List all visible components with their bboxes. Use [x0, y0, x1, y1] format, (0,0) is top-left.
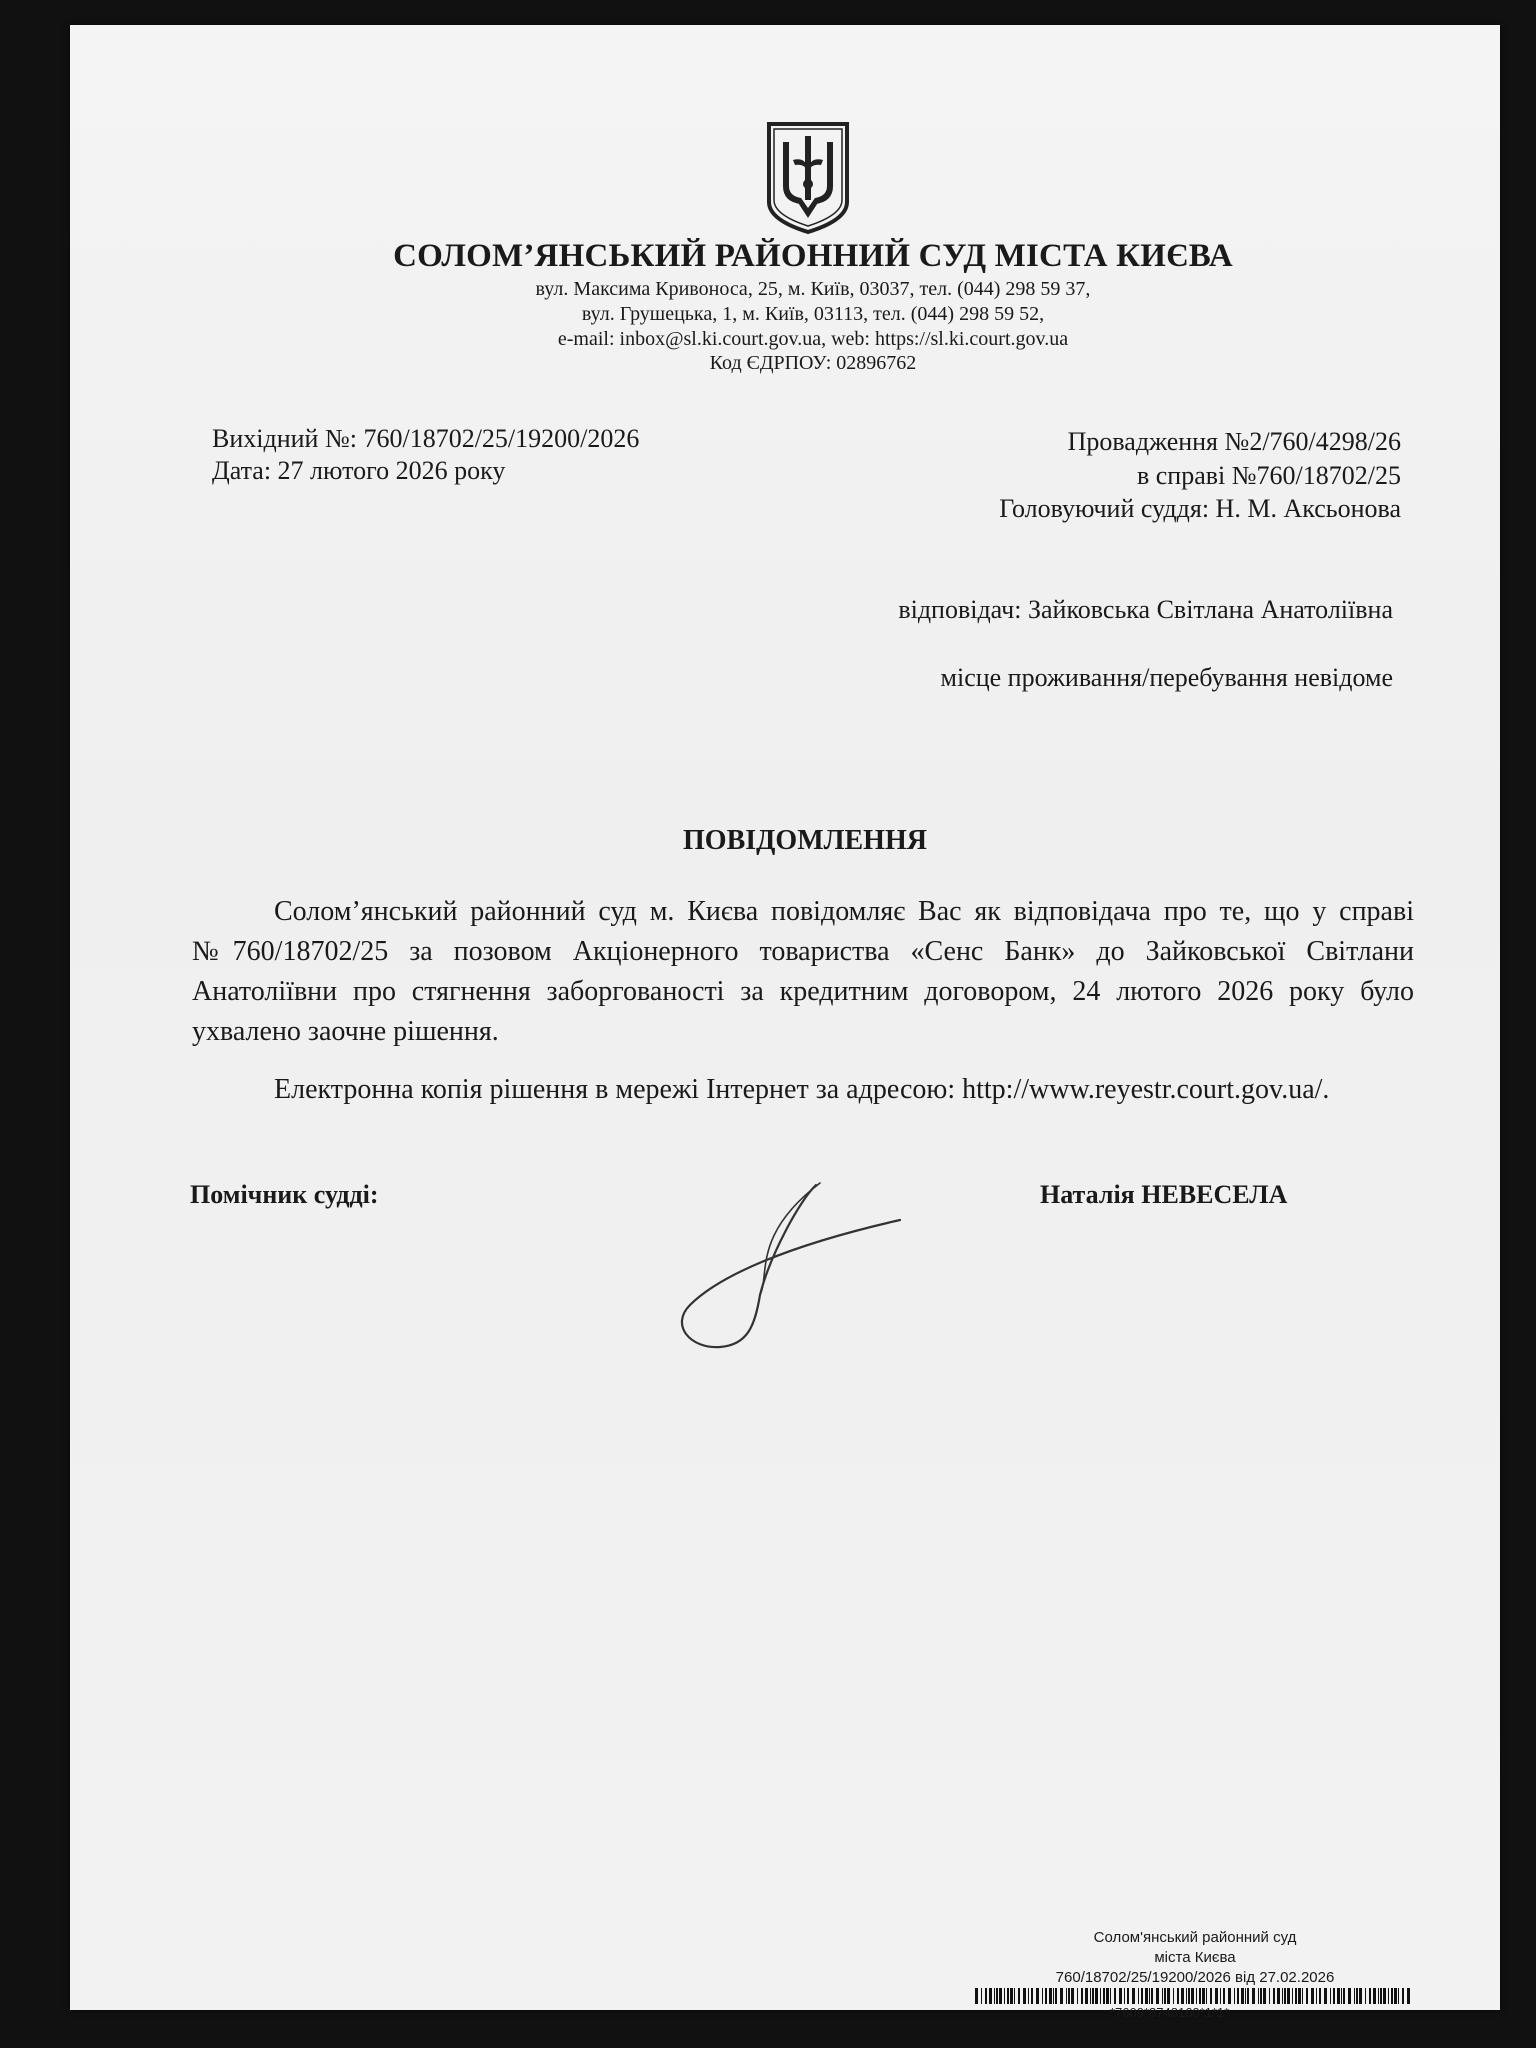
barcode-bar: [1220, 1988, 1221, 2004]
barcode-bar: [1383, 1988, 1386, 2004]
barcode-bar: [1119, 1988, 1122, 2004]
barcode-bar: [1071, 1988, 1074, 2004]
barcode-bar: [1273, 1988, 1275, 2004]
coat-of-arms-icon: [765, 120, 851, 236]
notice-paragraph-2: Електронна копія рішення в мережі Інтернет за адресою: http://www.reyestr.court.gov.ua/.: [274, 1074, 1330, 1105]
barcode-bar: [1031, 1988, 1033, 2004]
document-date: Дата: 27 лютого 2026 року: [212, 456, 506, 485]
barcode-bar: [1295, 1988, 1297, 2004]
barcode-bar: [1378, 1988, 1379, 2004]
barcode-bar: [1103, 1988, 1105, 2004]
barcode-bar: [1258, 1988, 1259, 2004]
barcode-bar: [1282, 1988, 1283, 2004]
barcode-bar: [1045, 1988, 1047, 2004]
barcode-bar: [1191, 1988, 1194, 2004]
court-address-2: вул. Грушецька, 1, м. Київ, 03113, тел. (044) 298 59 52,: [581, 303, 1045, 325]
barcode-bar: [1234, 1988, 1235, 2004]
barcode-bar: [996, 1988, 998, 2004]
barcode-bar: [1042, 1988, 1043, 2004]
barcode-bar: [1164, 1988, 1166, 2004]
barcode-bar: [1053, 1988, 1054, 2004]
barcode-bar: [1066, 1988, 1067, 2004]
barcode-bar: [1277, 1988, 1280, 2004]
barcode-bar: [1014, 1988, 1015, 2004]
barcode-bar: [1269, 1988, 1270, 2004]
barcode-bar: [1330, 1988, 1331, 2004]
barcode-bar: [1341, 1988, 1342, 2004]
barcode-bar: [1319, 1988, 1321, 2004]
barcode-bar: [1036, 1988, 1039, 2004]
barcode-bar: [1260, 1988, 1262, 2004]
barcode-bar: [1388, 1988, 1389, 2004]
barcode-bar: [1145, 1988, 1148, 2004]
barcode-bar: [1173, 1988, 1174, 2004]
barcode-bar: [1247, 1988, 1249, 2004]
barcode-bar: [1162, 1988, 1163, 2004]
barcode-bar: [1284, 1988, 1286, 2004]
barcode-bar: [1252, 1988, 1255, 2004]
barcode-bar: [1199, 1988, 1201, 2004]
barcode-bar: [1302, 1988, 1303, 2004]
court-edrpou: Код ЄДРПОУ: 02896762: [709, 352, 917, 374]
stamp-court-line: Солом'янський районний суд: [1093, 1929, 1297, 1946]
barcode-bar: [1151, 1988, 1153, 2004]
barcode-bar: [1311, 1988, 1314, 2004]
barcode-bar: [981, 1988, 982, 2004]
stamp-reference-line: 760/18702/25/19200/2026 від 27.02.2026: [1055, 1969, 1335, 1986]
barcode-bar: [1095, 1988, 1098, 2004]
barcode-bar: [1100, 1988, 1101, 2004]
barcode-bar: [1156, 1988, 1159, 2004]
barcode-bar: [1004, 1988, 1005, 2004]
barcode-bar: [1055, 1988, 1057, 2004]
barcode-bar: [1081, 1988, 1083, 2004]
barcode-bar: [1149, 1988, 1150, 2004]
barcode-bar: [1010, 1988, 1013, 2004]
barcode-bar: [1181, 1988, 1184, 2004]
barcode-bar: [1202, 1988, 1205, 2004]
barcode-bar: [1138, 1988, 1139, 2004]
court-contacts: e-mail: inbox@sl.ki.court.gov.ua, web: https://sl.ki.court.gov.ua: [557, 328, 1069, 350]
barcode-bar: [1263, 1988, 1266, 2004]
barcode-bar: [1188, 1988, 1190, 2004]
barcode-bar: [985, 1988, 987, 2004]
barcode-bar: [1060, 1988, 1063, 2004]
barcode-bar: [1228, 1988, 1231, 2004]
barcode-bar: [1110, 1988, 1111, 2004]
notice-title: ПОВІДОМЛЕННЯ: [683, 825, 927, 856]
proceeding-number: Провадження №2/760/4298/26: [1067, 427, 1401, 456]
barcode-bar: [1223, 1988, 1225, 2004]
barcode-bar: [1127, 1988, 1129, 2004]
outgoing-number: Вихідний №: 760/18702/25/19200/2026: [212, 424, 640, 453]
barcode-bar: [1177, 1988, 1179, 2004]
barcode-bar: [989, 1988, 992, 2004]
barcode-bar: [1324, 1988, 1327, 2004]
barcode-bar: [1186, 1988, 1187, 2004]
barcode-bar: [1298, 1988, 1301, 2004]
barcode-bar: [1068, 1988, 1070, 2004]
barcode-bar: [1124, 1988, 1125, 2004]
barcode-bar: [1196, 1988, 1197, 2004]
barcode-bar: [1141, 1988, 1143, 2004]
barcode-bar: [1085, 1988, 1088, 2004]
barcode-bar: [1077, 1988, 1078, 2004]
case-number: в справі №760/18702/25: [1136, 461, 1401, 490]
defendant: відповідач: Зайковська Світлана Анатоліївна: [898, 595, 1393, 624]
barcode-bar: [1206, 1988, 1207, 2004]
stamp-city-line: міста Києва: [1154, 1949, 1236, 1966]
barcode: [975, 1988, 1415, 2004]
barcode-bar: [1237, 1988, 1239, 2004]
barcode-bar: [1380, 1988, 1382, 2004]
barcode-bar: [1210, 1988, 1212, 2004]
signatory-name: Наталія НЕВЕСЕЛА: [1040, 1180, 1288, 1209]
barcode-bar: [1106, 1988, 1109, 2004]
signatory-position: Помічник судді:: [190, 1180, 379, 1209]
court-address-1: вул. Максима Кривоноса, 25, м. Київ, 03037, тел. (044) 298 59 37,: [535, 278, 1091, 300]
barcode-number: *7609*8748160*1*1*: [1110, 2005, 1230, 2020]
residence-status: місце проживання/перебування невідоме: [940, 663, 1393, 692]
barcode-bar: [1316, 1988, 1317, 2004]
notice-paragraph-1: Солом’янський районний суд м. Києва повідомляє Вас як відповідача про те, що у справі №760/18702/25 за позовом Акціонерного товариства «Сенс Банк» до Зайковської Світлани Анатоліївни про стягнення заборгованості за кредитним договором, 24 лютого 2026 року було ухвалено заочне рішення.: [192, 896, 1414, 1047]
barcode-bar: [1391, 1988, 1393, 2004]
barcode-bar: [1354, 1988, 1355, 2004]
presiding-judge: Головуючий суддя: Н. М. Аксьонова: [999, 494, 1401, 523]
barcode-bar: [975, 1988, 978, 2004]
barcode-bar: [1402, 1988, 1404, 2004]
barcode-bar: [1090, 1988, 1091, 2004]
barcode-bar: [1049, 1988, 1052, 2004]
barcode-bar: [1348, 1988, 1351, 2004]
barcode-bar: [1398, 1988, 1399, 2004]
barcode-bar: [1241, 1988, 1244, 2004]
handwritten-signature: [660, 1175, 910, 1355]
barcode-bar: [1394, 1988, 1397, 2004]
barcode-bar: [1365, 1988, 1366, 2004]
barcode-bar: [1215, 1988, 1218, 2004]
barcode-bar: [1167, 1988, 1170, 2004]
barcode-bar: [1359, 1988, 1362, 2004]
barcode-bar: [1132, 1988, 1135, 2004]
barcode-bar: [999, 1988, 1002, 2004]
barcode-bar: [1023, 1988, 1026, 2004]
barcode-bar: [1007, 1988, 1009, 2004]
barcode-bar: [1407, 1988, 1410, 2004]
barcode-bar: [1245, 1988, 1246, 2004]
barcode-bar: [1373, 1988, 1376, 2004]
barcode-bar: [1292, 1988, 1293, 2004]
barcode-bar: [1343, 1988, 1345, 2004]
barcode-bar: [1356, 1988, 1358, 2004]
barcode-bar: [1337, 1988, 1340, 2004]
court-name: СОЛОМ’ЯНСЬКИЙ РАЙОННИЙ СУД МІСТА КИЄВА: [393, 238, 1233, 274]
barcode-bar: [1028, 1988, 1029, 2004]
barcode-bar: [994, 1988, 995, 2004]
barcode-bar: [1287, 1988, 1290, 2004]
barcode-bar: [1369, 1988, 1371, 2004]
barcode-bar: [1306, 1988, 1308, 2004]
barcode-bar: [1114, 1988, 1116, 2004]
barcode-bar: [1333, 1988, 1335, 2004]
barcode-bar: [1092, 1988, 1094, 2004]
barcode-bar: [1018, 1988, 1020, 2004]
